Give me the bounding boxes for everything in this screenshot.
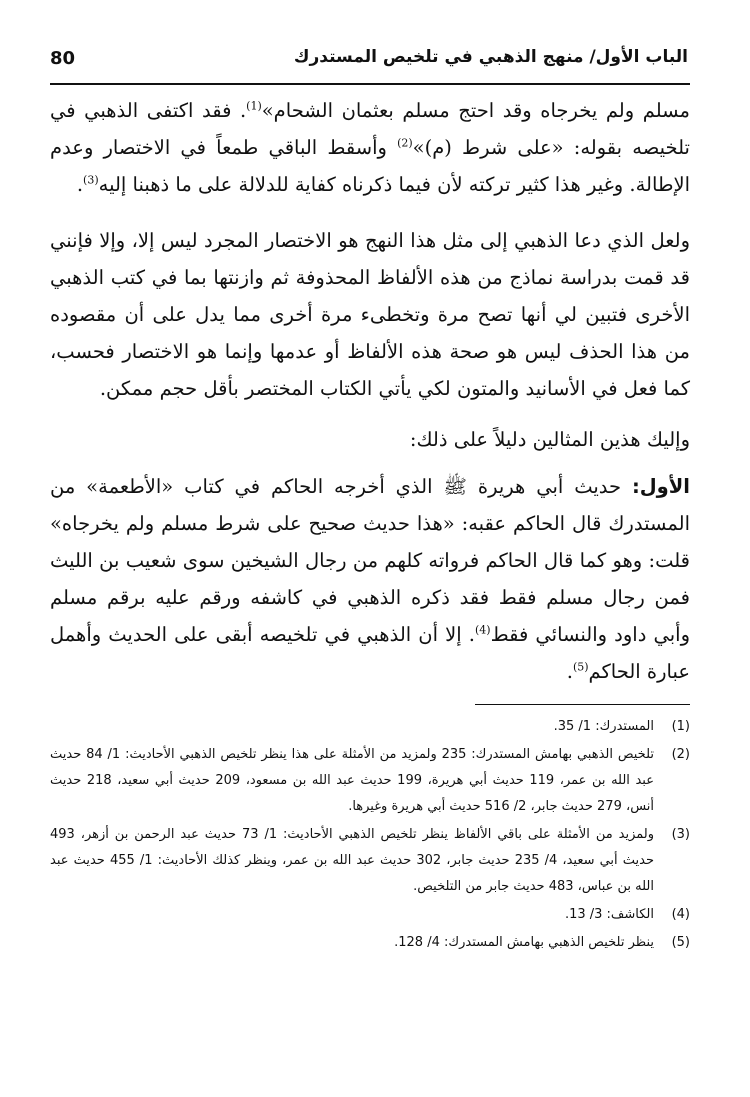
main-text	[50, 92, 690, 690]
footnote-number: (1)	[671, 719, 690, 734]
paragraph-1	[50, 92, 690, 203]
footnote-text: تلخيص الذهبي بهامش المستدرك: 235 ولمزيد من الأمثلة على هذا ينظر تلخيص الذهبي الأحاديث: 1/ 84 حديث عبد الله بن عمر، 119 حديث أبي هريرة، 199 حديث عبد الله بن مسعود، 209 حديث أبي سعيد، 218 حديث أنس، 279 حديث جابر، 2/ 516 حديث أبي هريرة وغيرها.	[50, 747, 654, 814]
footnote-text: الكاشف: 3/ 13.	[564, 907, 654, 922]
paragraph-text: . إلا أن الذهبي في تلخيصه أبقى على الحديث وأهمل عبارة الحاكم	[50, 623, 690, 683]
footnote-text: المستدرك: 1/ 35.	[553, 719, 654, 734]
footnotes	[50, 714, 690, 958]
footnote-text: ينظر تلخيص الذهبي بهامش المستدرك: 4/ 128.	[394, 935, 654, 950]
paragraph-text: . فقد اكتفى الذهبي في تلخيصه بقوله: «على شرط (م)»	[50, 99, 690, 159]
footnote-1	[50, 714, 690, 740]
footnote-3	[50, 822, 690, 900]
running-header	[50, 40, 690, 80]
footnote-number: (5)	[671, 935, 690, 950]
paragraph-text: وأسقط الباقي طمعاً في الاختصار وعدم الإطالة. وغير هذا كثير تركته لأن فيما ذكرناه كفاية للدلالة على ما ذهبنا إليه	[50, 136, 690, 196]
example-lead: الأول:	[631, 475, 690, 498]
footnote-text: ولمزيد من الأمثلة على باقي الألفاظ ينظر تلخيص الذهبي الأحاديث: 1/ 73 حديث عبد الرحمن بن أزهر، 493 حديث أبي سعيد، 4/ 235 حديث جابر، 302 حديث عبد الله بن عمر، وينظر كذلك الأحاديث: 1/ 455 حديث عبد الله بن عباس، 483 حديث جابر من التلخيص.	[50, 827, 655, 894]
footnote-ref-4[interactable]: (4)	[475, 623, 491, 637]
footnote-number: (3)	[671, 827, 690, 842]
footnote-divider	[475, 704, 690, 705]
paragraph-text: .	[76, 173, 84, 196]
page-number: 80	[50, 48, 76, 69]
paragraph-2: ولعل الذي دعا الذهبي إلى مثل هذا النهج هو الاختصار المجرد ليس إلا، وإلا فإنني قد قمت بدراسة نماذج من هذه الألفاظ المحذوفة ثم وازنتها بما في كتب الذهبي الأخرى فتبين لي أنها تصح مرة وتخطىء مرة أخرى مما يدل على أن مقصوده من هذا الحذف ليس هو صحة هذه الألفاظ أو عدمها وإنما هو الاختصار فحسب، كما فعل في الأسانيد والمتون لكي يأتي الكتاب المختصر بأقل حجم ممكن.	[50, 229, 690, 400]
footnote-5	[50, 930, 690, 956]
paragraph-text: مسلم ولم يخرجاه وقد احتج مسلم بعثمان الشحام»	[261, 99, 690, 122]
footnote-number: (2)	[671, 747, 690, 762]
header-divider	[50, 83, 690, 85]
footnote-ref-5[interactable]: (5)	[572, 660, 589, 674]
footnote-ref-1[interactable]: (1)	[246, 99, 262, 113]
book-page	[50, 40, 691, 950]
paragraph-4	[50, 468, 690, 690]
footnote-4	[50, 902, 690, 928]
paragraph-3: وإليك هذين المثالين دليلاً على ذلك:	[409, 428, 690, 451]
footnote-2	[50, 742, 690, 820]
footnote-ref-3[interactable]: (3)	[83, 173, 99, 187]
paragraph-text: .	[566, 660, 573, 683]
footnote-ref-2[interactable]: (2)	[397, 136, 413, 150]
chapter-title: الباب الأول/ منهج الذهبي في تلخيص المستدرك	[293, 47, 688, 67]
footnote-number: (4)	[671, 907, 690, 922]
paragraph-text: حديث أبي هريرة ﷺ الذي أخرجه الحاكم في كتاب «الأطعمة» من المستدرك قال الحاكم عقبه: «هذا حديث صحيح على شرط مسلم ولم يخرجاه» قلت: وهو كما قال الحاكم فرواته كلهم من رجال الشيخين سوى شعيب بن الليث فمن رجال مسلم فقط فقد ذكره الذهبي في كاشفه ورقم عليه برقم مسلم وأبي داود والنسائي فقط	[50, 475, 691, 646]
